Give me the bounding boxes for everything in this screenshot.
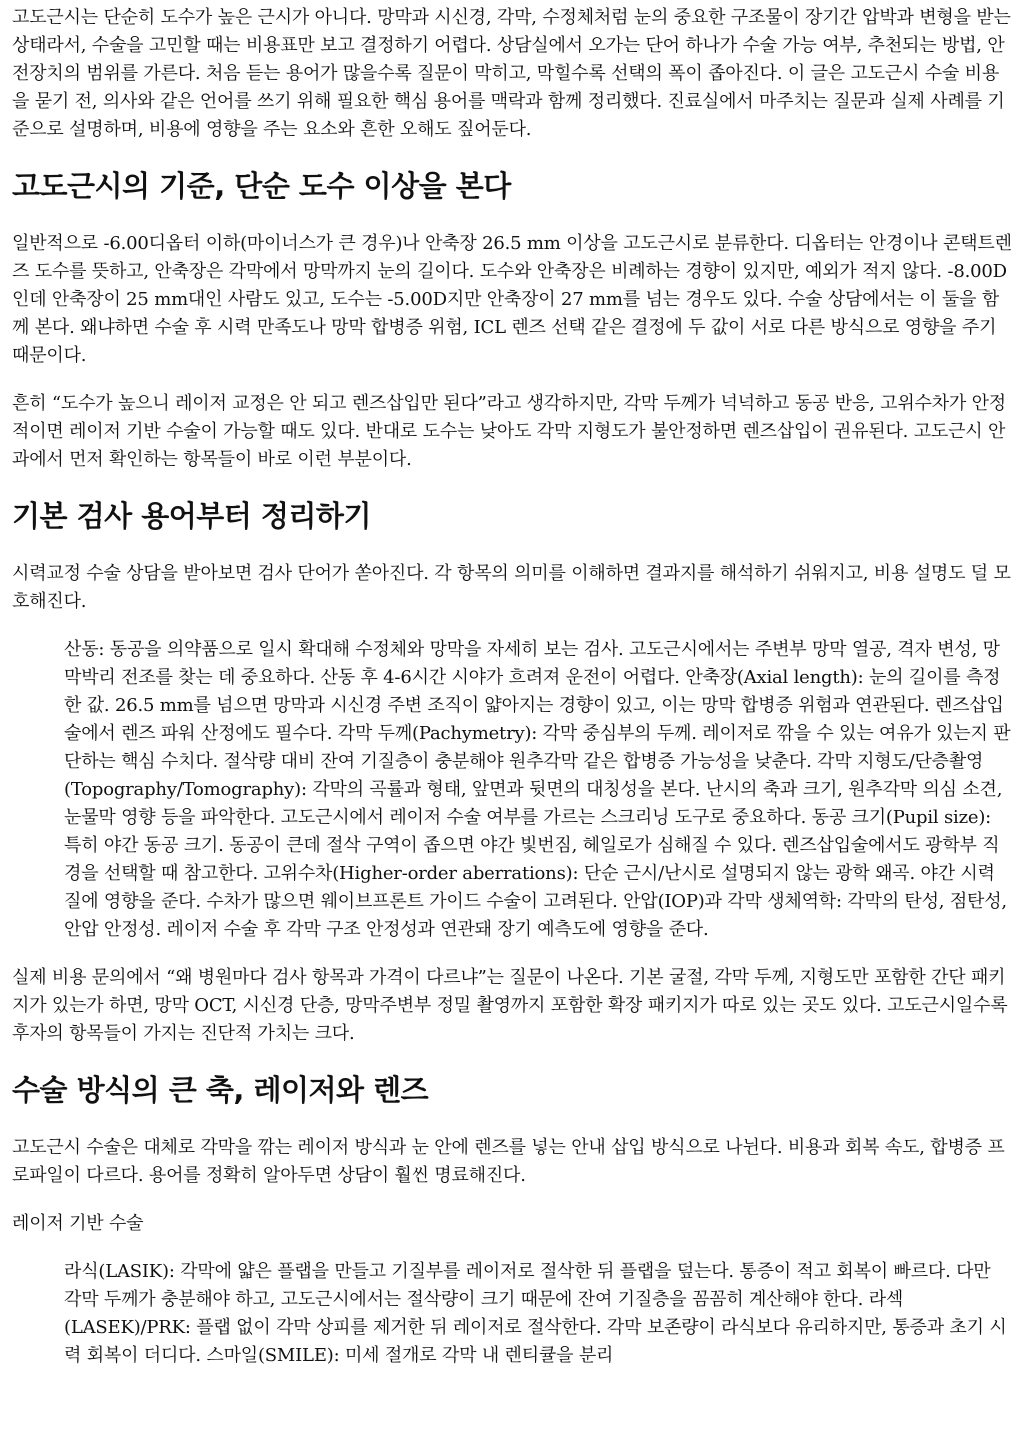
laser-terms-blockquote: 라식(LASIK): 각막에 얇은 플랩을 만들고 기질부를 레이저로 절삭한 뒤 플랩을 덮는다. 통증이 적고 회복이 빠르다. 다만 각막 두께가 충분해야 하고, 고도근시에서는 절삭량이 크기 때문에 잔여 기질층을 꼼꼼히 계산해야 한다. 라섹(LASEK)/PRK: 플랩 없이 각막 상피를 제거한 뒤 레이저로 절삭한다. 각막 보존량이 라식보다 유리하지만, 통증과 초기 시력 회복이 더디다. 스마일(SMILE): 미세 절개로 각막 내 렌티큘을 분리 (64, 1261, 1007, 1366)
section2-paragraph-2: 실제 비용 문의에서 “왜 병원마다 검사 항목과 가격이 다르냐”는 질문이 나온다. 기본 굴절, 각막 두께, 지형도만 포함한 간단 패키지가 있는가 하면, 망막 OCT, 시신경 단층, 망막주변부 정밀 촬영까지 포함한 확장 패키지가 따로 있는 곳도 있다. 고도근시일수록 후자의 항목들이 가지는 진단적 가치는 크다. (12, 967, 1008, 1044)
laser-surgery-label: 레이저 기반 수술 (12, 1213, 144, 1234)
section-heading-myopia-criteria: 고도근시의 기준, 단순 도수 이상을 본다 (12, 169, 511, 203)
exam-terms-blockquote: 산동: 동공을 의약품으로 일시 확대해 수정체와 망막을 자세히 보는 검사. 고도근시에서는 주변부 망막 열공, 격자 변성, 망막박리 전조를 찾는 데 중요하다. 산동 후 4-6시간 시야가 흐려져 운전이 어렵다. 안축장(Axial length): 눈의 길이를 측정한 값. 26.5 mm를 넘으면 망막과 시신경 주변 조직이 얇아지는 경향이 있고, 이는 망막 합병증 위험과 연관된다. 렌즈삽입술에서 렌즈 파워 산정에도 필수다. 각막 두께(Pachymetry): 각막 중심부의 두께. 레이저로 깎을 수 있는 여유가 있는지 판단하는 핵심 수치다. 절삭량 대비 잔여 기질층이 충분해야 원추각막 같은 합병증 가능성을 낮춘다. 각막 지형도/단층촬영(Topography/Tomography): 각막의 곡률과 형태, 앞면과 뒷면의 대칭성을 본다. 난시의 축과 크기, 원추각막 의심 소견, 눈물막 영향 등을 파악한다. 고도근시에서 레이저 수술 여부를 가르는 스크리닝 도구로 중요하다. 동공 크기(Pupil size): 특히 야간 동공 크기. 동공이 큰데 절삭 구역이 좁으면 야간 빛번짐, 헤일로가 심해질 수 있다. 렌즈삽입술에서도 광학부 직경을 선택할 때 참고한다. 고위수차(Higher-order aberrations): 단순 근시/난시로 설명되지 않는 광학 왜곡. 야간 시력 질에 영향을 준다. 수차가 많으면 웨이브프론트 가이드 수술이 고려된다. 안압(IOP)과 각막 생체역학: 각막의 탄성, 점탄성, 안압 안정성. 레이저 수술 후 각막 구조 안정성과 연관돼 장기 예측도에 영향을 준다. (64, 639, 1011, 940)
section1-paragraph-2: 흔히 “도수가 높으니 레이저 교정은 안 되고 렌즈삽입만 된다”라고 생각하지만, 각막 두께가 넉넉하고 동공 반응, 고위수차가 안정적이면 레이저 기반 수술이 가능할 때도 있다. 반대로 도수는 낮아도 각막 지형도가 불안정하면 렌즈삽입이 권유된다. 고도근시 안과에서 먼저 확인하는 항목들이 바로 이런 부분이다. (12, 393, 1006, 470)
intro-paragraph: 고도근시는 단순히 도수가 높은 근시가 아니다. 망막과 시신경, 각막, 수정체처럼 눈의 중요한 구조물이 장기간 압박과 변형을 받는 상태라서, 수술을 고민할 때는 비용표만 보고 결정하기 어렵다. 상담실에서 오가는 단어 하나가 수술 가능 여부, 추천되는 방법, 안전장치의 범위를 가른다. 처음 듣는 용어가 많을수록 질문이 막히고, 막힐수록 선택의 폭이 좁아진다. 이 글은 고도근시 수술 비용을 묻기 전, 의사와 같은 언어를 쓰기 위해 필요한 핵심 용어를 맥락과 함께 정리했다. 진료실에서 마주치는 질문과 실제 사례를 기준으로 설명하며, 비용에 영향을 주는 요소와 흔한 오해도 짚어둔다. (12, 7, 1011, 140)
section3-paragraph-1: 고도근시 수술은 대체로 각막을 깎는 레이저 방식과 눈 안에 렌즈를 넣는 안내 삽입 방식으로 나뉜다. 비용과 회복 속도, 합병증 프로파일이 다르다. 용어를 정확히 알아두면 상담이 훨씬 명료해진다. (12, 1137, 1005, 1186)
section-heading-surgery-methods: 수술 방식의 큰 축, 레이저와 렌즈 (12, 1073, 429, 1107)
section2-paragraph-1: 시력교정 수술 상담을 받아보면 검사 단어가 쏟아진다. 각 항목의 의미를 이해하면 결과지를 해석하기 쉬워지고, 비용 설명도 덜 모호해진다. (12, 563, 1011, 612)
section1-paragraph-1: 일반적으로 -6.00디옵터 이하(마이너스가 큰 경우)나 안축장 26.5 mm 이상을 고도근시로 분류한다. 디옵터는 안경이나 콘택트렌즈 도수를 뜻하고, 안축장은 각막에서 망막까지 눈의 길이다. 도수와 안축장은 비례하는 경향이 있지만, 예외가 적지 않다. -8.00D인데 안축장이 25 mm대인 사람도 있고, 도수는 -5.00D지만 안축장이 27 mm를 넘는 경우도 있다. 수술 상담에서는 이 둘을 함께 본다. 왜냐하면 수술 후 시력 만족도나 망막 합병증 위험, ICL 렌즈 선택 같은 결정에 두 값이 서로 다른 방식으로 영향을 주기 때문이다. (12, 233, 1012, 366)
section-heading-basic-exams: 기본 검사 용어부터 정리하기 (12, 499, 371, 533)
